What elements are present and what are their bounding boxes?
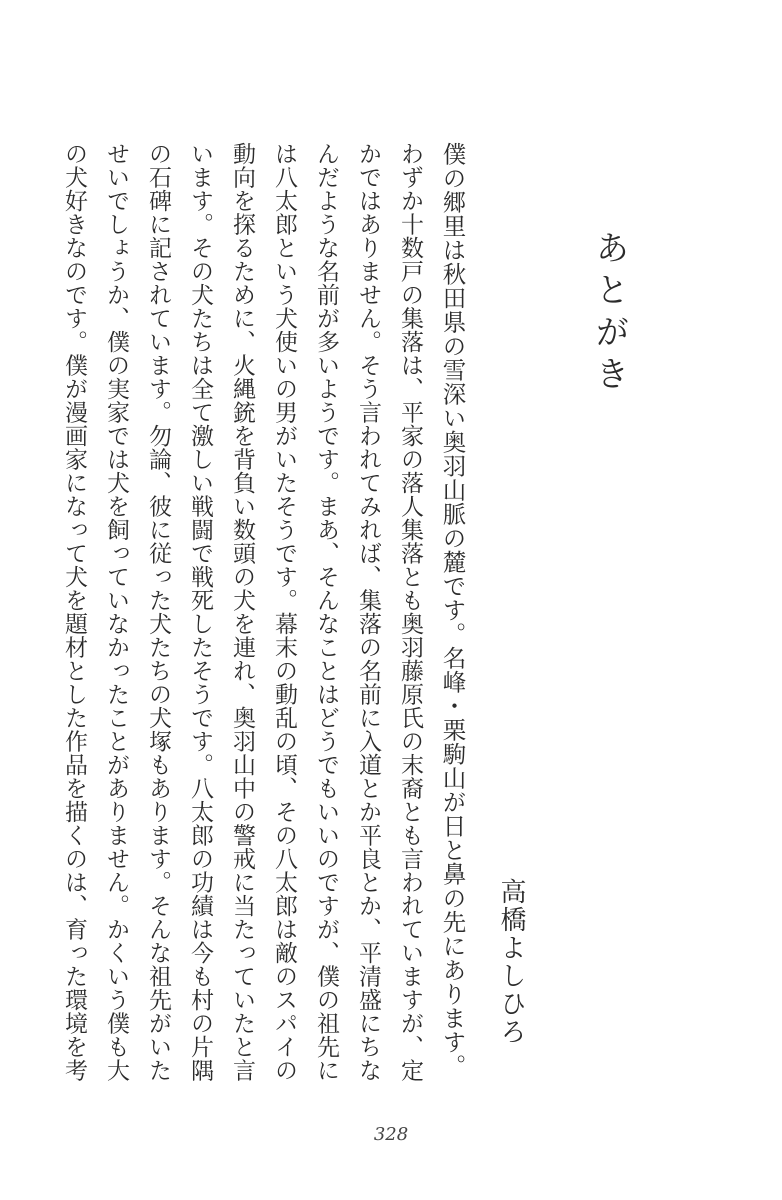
text-line: せいでしょうか、僕の実家では犬を飼っていなかったことがありません。かくいう僕も大 bbox=[103, 142, 129, 1082]
text-line: 動向を探るために、火縄銃を背負い数頭の犬を連れ、奥羽山中の警戒に当たっていたと言 bbox=[229, 142, 255, 1082]
text-line: は八太郎という犬使いの男がいたそうです。幕末の動乱の頃、その八太郎は敵のスパイの bbox=[271, 142, 297, 1082]
text-line: んだような名前が多いようです。まあ、そんなことはどうでもいいのですが、僕の祖先に bbox=[313, 142, 339, 1082]
text-line: 僕の郷里は秋田県の雪深い奥羽山脈の麓です。名峰・栗駒山が日と鼻の先にあります。 bbox=[438, 142, 467, 1078]
text-line: の石碑に記されています。勿論、彼に従った犬たちの犬塚もあります。そんな祖先がいた bbox=[145, 142, 171, 1082]
text-line: わずか十数戸の集落は、平家の落人集落とも奥羽藤原氏の末裔とも言われていますが、定 bbox=[397, 142, 423, 1082]
author-name: 高橋よしひろ bbox=[496, 878, 526, 1046]
page-title: あとがき bbox=[589, 230, 629, 398]
text-line: かではありません。そう言われてみれば、集落の名前に入道とか平良とか、平清盛にちな bbox=[355, 142, 381, 1082]
page-number: 328 bbox=[373, 1124, 409, 1145]
text-line: います。その犬たちは全て激しい戦闘で戦死したそうです。八太郎の功績は今も村の片隅 bbox=[187, 142, 213, 1082]
text-line: の犬好きなのです。僕が漫画家になって犬を題材とした作品を描くのは、育った環境を考 bbox=[61, 142, 87, 1082]
